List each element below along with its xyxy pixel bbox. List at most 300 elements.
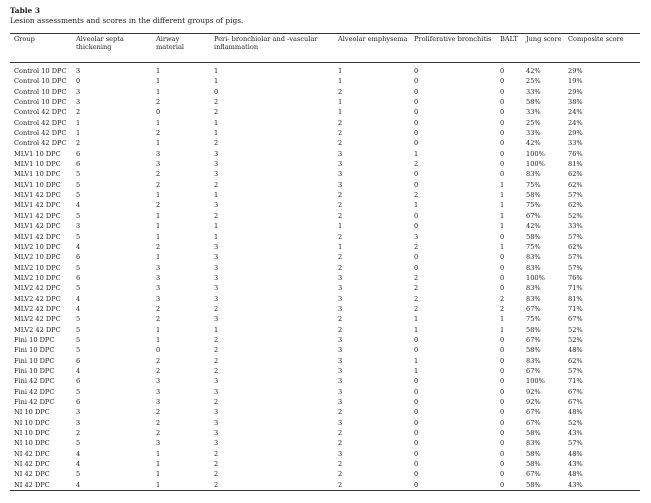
- cell-alveolar-septa: 5: [76, 191, 81, 200]
- table-row: [10, 335, 640, 345]
- cell-composite-score: 62%: [568, 356, 583, 365]
- cell-jung-score: 92%: [526, 398, 541, 406]
- cell-balt: 0: [500, 98, 505, 107]
- cell-jung-score: 83%: [526, 263, 541, 272]
- cell-jung-score: 75%: [526, 201, 541, 210]
- cell-balt: 0: [500, 439, 505, 448]
- cell-proliferative-bronchitis: 0: [414, 98, 419, 107]
- cell-balt: 0: [500, 284, 505, 293]
- cell-inflammation: 3: [214, 429, 219, 438]
- cell-jung-score: 75%: [526, 180, 541, 189]
- cell-airway-material: 3: [156, 284, 161, 293]
- cell-inflammation: 2: [214, 470, 219, 479]
- cell-airway-material: 3: [156, 377, 161, 386]
- cell-emphysema: 1: [338, 77, 343, 86]
- cell-balt: 2: [500, 304, 505, 313]
- cell-proliferative-bronchitis: 0: [414, 222, 419, 231]
- cell-composite-score: 57%: [568, 263, 583, 272]
- bottom-rule: [10, 490, 640, 491]
- cell-jung-score: 67%: [526, 211, 541, 220]
- cell-balt: 0: [500, 253, 505, 262]
- cell-inflammation: 2: [214, 449, 219, 458]
- cell-group: MLV1 10 DPC: [14, 160, 61, 169]
- cell-emphysema: 2: [338, 470, 343, 479]
- table-row: [10, 428, 640, 438]
- cell-balt: 0: [500, 129, 505, 138]
- cell-inflammation: 2: [214, 139, 219, 148]
- cell-emphysema: 3: [338, 346, 343, 355]
- cell-alveolar-septa: 3: [76, 222, 81, 231]
- cell-proliferative-bronchitis: 0: [414, 460, 419, 469]
- cell-emphysema: 3: [338, 366, 343, 375]
- cell-jung-score: 58%: [526, 449, 541, 458]
- cell-inflammation: 3: [214, 408, 219, 417]
- cell-alveolar-septa: 3: [76, 98, 81, 107]
- cell-alveolar-septa: 4: [76, 366, 81, 375]
- cell-airway-material: 2: [156, 170, 161, 179]
- cell-group: Fini 42 DPC: [14, 398, 55, 406]
- table-row: [10, 325, 640, 335]
- cell-emphysema: 3: [338, 387, 343, 396]
- cell-group: Fini 10 DPC: [14, 346, 55, 355]
- cell-alveolar-septa: 5: [76, 232, 81, 241]
- cell-composite-score: 57%: [568, 366, 583, 375]
- cell-group: NI 42 DPC: [14, 460, 50, 469]
- cell-airway-material: 1: [156, 232, 161, 241]
- cell-balt: 0: [500, 263, 505, 272]
- table-row: [10, 449, 640, 459]
- cell-jung-score: 67%: [526, 408, 541, 417]
- cell-proliferative-bronchitis: 0: [414, 108, 419, 117]
- cell-composite-score: 67%: [568, 315, 583, 324]
- cell-jung-score: 83%: [526, 253, 541, 262]
- cell-group: Control 10 DPC: [14, 98, 67, 107]
- cell-group: Control 10 DPC: [14, 67, 67, 75]
- cell-alveolar-septa: 6: [76, 398, 81, 406]
- cell-inflammation: 3: [214, 284, 219, 293]
- cell-airway-material: 1: [156, 222, 161, 231]
- cell-inflammation: 2: [214, 108, 219, 117]
- cell-composite-score: 57%: [568, 232, 583, 241]
- cell-inflammation: 3: [214, 170, 219, 179]
- cell-proliferative-bronchitis: 0: [414, 118, 419, 127]
- table-row: [10, 118, 640, 128]
- cell-group: NI 42 DPC: [14, 480, 50, 489]
- cell-proliferative-bronchitis: 0: [414, 377, 419, 386]
- table-row: [10, 200, 640, 210]
- cell-proliferative-bronchitis: 0: [414, 470, 419, 479]
- cell-alveolar-septa: 4: [76, 480, 81, 489]
- cell-balt: 0: [500, 366, 505, 375]
- cell-emphysema: 3: [338, 335, 343, 344]
- cell-emphysema: 3: [338, 149, 343, 158]
- cell-alveolar-septa: 5: [76, 170, 81, 179]
- cell-jung-score: 83%: [526, 284, 541, 293]
- cell-jung-score: 58%: [526, 325, 541, 334]
- cell-airway-material: 1: [156, 470, 161, 479]
- cell-emphysema: 2: [338, 211, 343, 220]
- table-row: [10, 273, 640, 283]
- cell-jung-score: 67%: [526, 418, 541, 427]
- cell-emphysema: 2: [338, 139, 343, 148]
- cell-airway-material: 2: [156, 304, 161, 313]
- cell-group: MLV2 10 DPC: [14, 242, 61, 251]
- cell-group: Control 42 DPC: [14, 118, 67, 127]
- cell-proliferative-bronchitis: 0: [414, 335, 419, 344]
- cell-group: NI 10 DPC: [14, 418, 50, 427]
- cell-inflammation: 3: [214, 439, 219, 448]
- cell-group: MLV1 42 DPC: [14, 211, 61, 220]
- cell-composite-score: 43%: [568, 460, 583, 469]
- cell-composite-score: 48%: [568, 346, 583, 355]
- header-row: [10, 35, 640, 62]
- cell-jung-score: 83%: [526, 439, 541, 448]
- table-title: Lesion assessments and scores in the different groups of pigs.: [10, 16, 244, 25]
- table-row: [10, 480, 640, 490]
- cell-balt: 1: [500, 325, 505, 334]
- cell-composite-score: 52%: [568, 335, 583, 344]
- cell-inflammation: 1: [214, 232, 219, 241]
- cell-airway-material: 3: [156, 149, 161, 158]
- cell-jung-score: 92%: [526, 387, 541, 396]
- table-row: [10, 221, 640, 231]
- cell-inflammation: 3: [214, 253, 219, 262]
- cell-inflammation: 3: [214, 377, 219, 386]
- cell-balt: 0: [500, 335, 505, 344]
- cell-jung-score: 83%: [526, 294, 541, 303]
- cell-jung-score: 58%: [526, 429, 541, 438]
- table-row: [10, 263, 640, 273]
- table-row: [10, 107, 640, 117]
- cell-composite-score: 76%: [568, 273, 583, 282]
- cell-proliferative-bronchitis: 0: [414, 418, 419, 427]
- cell-balt: 0: [500, 449, 505, 458]
- cell-alveolar-septa: 2: [76, 108, 81, 117]
- cell-composite-score: 71%: [568, 377, 583, 386]
- cell-jung-score: 58%: [526, 480, 541, 489]
- cell-jung-score: 83%: [526, 356, 541, 365]
- cell-emphysema: 2: [338, 87, 343, 96]
- cell-inflammation: 3: [214, 315, 219, 324]
- table-row: [10, 469, 640, 479]
- cell-inflammation: 2: [214, 460, 219, 469]
- cell-group: Fini 10 DPC: [14, 356, 55, 365]
- cell-emphysema: 3: [338, 398, 343, 406]
- cell-inflammation: 2: [214, 98, 219, 107]
- cell-emphysema: 3: [338, 160, 343, 169]
- cell-proliferative-bronchitis: 0: [414, 346, 419, 355]
- cell-composite-score: 52%: [568, 418, 583, 427]
- cell-airway-material: 1: [156, 253, 161, 262]
- table-row: [10, 418, 640, 428]
- cell-inflammation: 1: [214, 67, 219, 75]
- cell-composite-score: 38%: [568, 98, 583, 107]
- cell-balt: 0: [500, 273, 505, 282]
- cell-airway-material: 1: [156, 118, 161, 127]
- cell-group: Control 10 DPC: [14, 87, 67, 96]
- cell-proliferative-bronchitis: 0: [414, 139, 419, 148]
- cell-proliferative-bronchitis: 2: [414, 242, 419, 251]
- table-row: [10, 459, 640, 469]
- cell-jung-score: 75%: [526, 242, 541, 251]
- cell-group: NI 10 DPC: [14, 439, 50, 448]
- cell-composite-score: 43%: [568, 480, 583, 489]
- cell-inflammation: 2: [214, 180, 219, 189]
- cell-proliferative-bronchitis: 0: [414, 253, 419, 262]
- table-row: [10, 366, 640, 376]
- cell-composite-score: 62%: [568, 180, 583, 189]
- cell-balt: 0: [500, 87, 505, 96]
- cell-jung-score: 33%: [526, 108, 541, 117]
- cell-alveolar-septa: 2: [76, 139, 81, 148]
- cell-composite-score: 29%: [568, 67, 583, 75]
- cell-balt: 0: [500, 356, 505, 365]
- table-body: [10, 62, 640, 490]
- cell-composite-score: 48%: [568, 408, 583, 417]
- cell-proliferative-bronchitis: 0: [414, 77, 419, 86]
- header-emphysema: Alveolar emphysema: [338, 35, 408, 43]
- cell-balt: 2: [500, 294, 505, 303]
- header-composite-score: Composite score: [568, 35, 624, 43]
- cell-inflammation: 2: [214, 480, 219, 489]
- table-row: [10, 138, 640, 148]
- cell-airway-material: 2: [156, 429, 161, 438]
- table-label: Table 3: [10, 6, 40, 15]
- cell-jung-score: 58%: [526, 98, 541, 107]
- cell-balt: 0: [500, 470, 505, 479]
- cell-inflammation: 0: [214, 87, 219, 96]
- header-inflammation: Peri- bronchiolar and -vascular inflammation: [214, 35, 318, 52]
- cell-emphysema: 3: [338, 377, 343, 386]
- cell-alveolar-septa: 4: [76, 449, 81, 458]
- cell-alveolar-septa: 2: [76, 429, 81, 438]
- cell-airway-material: 1: [156, 480, 161, 489]
- cell-airway-material: 1: [156, 211, 161, 220]
- cell-airway-material: 1: [156, 87, 161, 96]
- table-row: [10, 252, 640, 262]
- cell-balt: 0: [500, 398, 505, 406]
- cell-airway-material: 3: [156, 294, 161, 303]
- cell-jung-score: 67%: [526, 470, 541, 479]
- cell-composite-score: 19%: [568, 77, 583, 86]
- cell-emphysema: 2: [338, 201, 343, 210]
- cell-group: MLV1 42 DPC: [14, 191, 61, 200]
- cell-emphysema: 2: [338, 480, 343, 489]
- cell-balt: 1: [500, 211, 505, 220]
- cell-composite-score: 52%: [568, 325, 583, 334]
- cell-jung-score: 25%: [526, 77, 541, 86]
- top-rule: [10, 33, 640, 34]
- cell-inflammation: 2: [214, 356, 219, 365]
- table-row: [10, 304, 640, 314]
- cell-inflammation: 2: [214, 346, 219, 355]
- cell-jung-score: 58%: [526, 460, 541, 469]
- cell-alveolar-septa: 6: [76, 273, 81, 282]
- cell-proliferative-bronchitis: 2: [414, 294, 419, 303]
- cell-emphysema: 2: [338, 429, 343, 438]
- table-row: [10, 76, 640, 86]
- cell-jung-score: 100%: [526, 273, 545, 282]
- cell-proliferative-bronchitis: 0: [414, 387, 419, 396]
- cell-balt: 0: [500, 77, 505, 86]
- cell-balt: 0: [500, 160, 505, 169]
- cell-airway-material: 1: [156, 449, 161, 458]
- cell-composite-score: 67%: [568, 398, 583, 406]
- cell-airway-material: 2: [156, 315, 161, 324]
- cell-jung-score: 58%: [526, 191, 541, 200]
- cell-group: NI 10 DPC: [14, 408, 50, 417]
- cell-balt: 1: [500, 191, 505, 200]
- cell-composite-score: 71%: [568, 284, 583, 293]
- cell-group: MLV2 10 DPC: [14, 273, 61, 282]
- table-row: [10, 190, 640, 200]
- cell-inflammation: 3: [214, 387, 219, 396]
- cell-airway-material: 3: [156, 398, 161, 406]
- cell-group: MLV2 42 DPC: [14, 294, 61, 303]
- cell-jung-score: 33%: [526, 87, 541, 96]
- table-row: [10, 314, 640, 324]
- cell-balt: 0: [500, 460, 505, 469]
- cell-jung-score: 100%: [526, 377, 545, 386]
- cell-alveolar-septa: 5: [76, 387, 81, 396]
- cell-inflammation: 2: [214, 366, 219, 375]
- cell-emphysema: 3: [338, 304, 343, 313]
- cell-emphysema: 3: [338, 418, 343, 427]
- cell-proliferative-bronchitis: 0: [414, 263, 419, 272]
- cell-group: NI 42 DPC: [14, 449, 50, 458]
- header-proliferative-bronchitis: Proliferative bronchitis: [414, 35, 492, 43]
- cell-inflammation: 1: [214, 191, 219, 200]
- cell-group: MLV2 42 DPC: [14, 315, 61, 324]
- cell-alveolar-septa: 6: [76, 356, 81, 365]
- cell-alveolar-septa: 4: [76, 242, 81, 251]
- cell-alveolar-septa: 3: [76, 87, 81, 96]
- cell-proliferative-bronchitis: 0: [414, 449, 419, 458]
- table-row: [10, 66, 640, 76]
- cell-group: Control 10 DPC: [14, 77, 67, 86]
- cell-airway-material: 1: [156, 67, 161, 75]
- cell-alveolar-septa: 4: [76, 460, 81, 469]
- cell-emphysema: 2: [338, 408, 343, 417]
- cell-jung-score: 100%: [526, 160, 545, 169]
- cell-alveolar-septa: 1: [76, 118, 81, 127]
- cell-proliferative-bronchitis: 0: [414, 439, 419, 448]
- cell-balt: 0: [500, 480, 505, 489]
- cell-group: NI 42 DPC: [14, 470, 50, 479]
- cell-composite-score: 67%: [568, 387, 583, 396]
- cell-alveolar-septa: 3: [76, 67, 81, 75]
- cell-group: MLV2 10 DPC: [14, 253, 61, 262]
- cell-composite-score: 48%: [568, 449, 583, 458]
- cell-inflammation: 2: [214, 335, 219, 344]
- cell-inflammation: 3: [214, 242, 219, 251]
- cell-balt: 1: [500, 315, 505, 324]
- cell-group: MLV1 42 DPC: [14, 232, 61, 241]
- cell-composite-score: 52%: [568, 211, 583, 220]
- cell-balt: 0: [500, 429, 505, 438]
- cell-balt: 0: [500, 118, 505, 127]
- cell-balt: 1: [500, 222, 505, 231]
- cell-emphysema: 2: [338, 315, 343, 324]
- cell-composite-score: 24%: [568, 108, 583, 117]
- cell-airway-material: 1: [156, 77, 161, 86]
- cell-proliferative-bronchitis: 0: [414, 398, 419, 406]
- table-row: [10, 345, 640, 355]
- cell-group: MLV1 42 DPC: [14, 201, 61, 210]
- cell-alveolar-septa: 5: [76, 211, 81, 220]
- cell-proliferative-bronchitis: 2: [414, 304, 419, 313]
- cell-emphysema: 3: [338, 449, 343, 458]
- cell-jung-score: 67%: [526, 304, 541, 313]
- cell-inflammation: 3: [214, 263, 219, 272]
- cell-alveolar-septa: 1: [76, 129, 81, 138]
- cell-airway-material: 2: [156, 180, 161, 189]
- cell-balt: 0: [500, 149, 505, 158]
- cell-alveolar-septa: 5: [76, 284, 81, 293]
- cell-jung-score: 83%: [526, 170, 541, 179]
- cell-airway-material: 1: [156, 335, 161, 344]
- cell-airway-material: 2: [156, 356, 161, 365]
- cell-balt: 0: [500, 387, 505, 396]
- cell-airway-material: 3: [156, 160, 161, 169]
- table-row: [10, 387, 640, 397]
- cell-proliferative-bronchitis: 0: [414, 87, 419, 96]
- cell-emphysema: 2: [338, 232, 343, 241]
- cell-inflammation: 2: [214, 398, 219, 406]
- cell-group: MLV1 10 DPC: [14, 170, 61, 179]
- cell-proliferative-bronchitis: 1: [414, 201, 419, 210]
- cell-proliferative-bronchitis: 2: [414, 273, 419, 282]
- cell-proliferative-bronchitis: 0: [414, 129, 419, 138]
- cell-airway-material: 2: [156, 366, 161, 375]
- cell-group: MLV2 42 DPC: [14, 325, 61, 334]
- cell-proliferative-bronchitis: 1: [414, 366, 419, 375]
- cell-proliferative-bronchitis: 1: [414, 356, 419, 365]
- cell-proliferative-bronchitis: 2: [414, 191, 419, 200]
- cell-balt: 0: [500, 408, 505, 417]
- cell-emphysema: 1: [338, 222, 343, 231]
- cell-balt: 0: [500, 108, 505, 117]
- cell-emphysema: 1: [338, 67, 343, 75]
- cell-composite-score: 33%: [568, 222, 583, 231]
- header-balt: BALT: [500, 35, 518, 43]
- table-row: [10, 376, 640, 386]
- cell-inflammation: 3: [214, 273, 219, 282]
- cell-group: Control 42 DPC: [14, 129, 67, 138]
- cell-emphysema: 2: [338, 129, 343, 138]
- cell-composite-score: 48%: [568, 470, 583, 479]
- cell-composite-score: 57%: [568, 191, 583, 200]
- cell-emphysema: 2: [338, 325, 343, 334]
- cell-proliferative-bronchitis: 1: [414, 315, 419, 324]
- cell-jung-score: 100%: [526, 149, 545, 158]
- cell-proliferative-bronchitis: 0: [414, 211, 419, 220]
- cell-inflammation: 3: [214, 418, 219, 427]
- cell-jung-score: 42%: [526, 67, 541, 75]
- cell-group: Fini 42 DPC: [14, 387, 55, 396]
- cell-balt: 0: [500, 232, 505, 241]
- cell-jung-score: 75%: [526, 315, 541, 324]
- cell-alveolar-septa: 5: [76, 180, 81, 189]
- cell-balt: 0: [500, 418, 505, 427]
- cell-alveolar-septa: 3: [76, 408, 81, 417]
- cell-balt: 0: [500, 67, 505, 75]
- cell-inflammation: 1: [214, 118, 219, 127]
- cell-group: MLV2 42 DPC: [14, 284, 61, 293]
- cell-airway-material: 2: [156, 201, 161, 210]
- cell-jung-score: 33%: [526, 129, 541, 138]
- cell-jung-score: 42%: [526, 222, 541, 231]
